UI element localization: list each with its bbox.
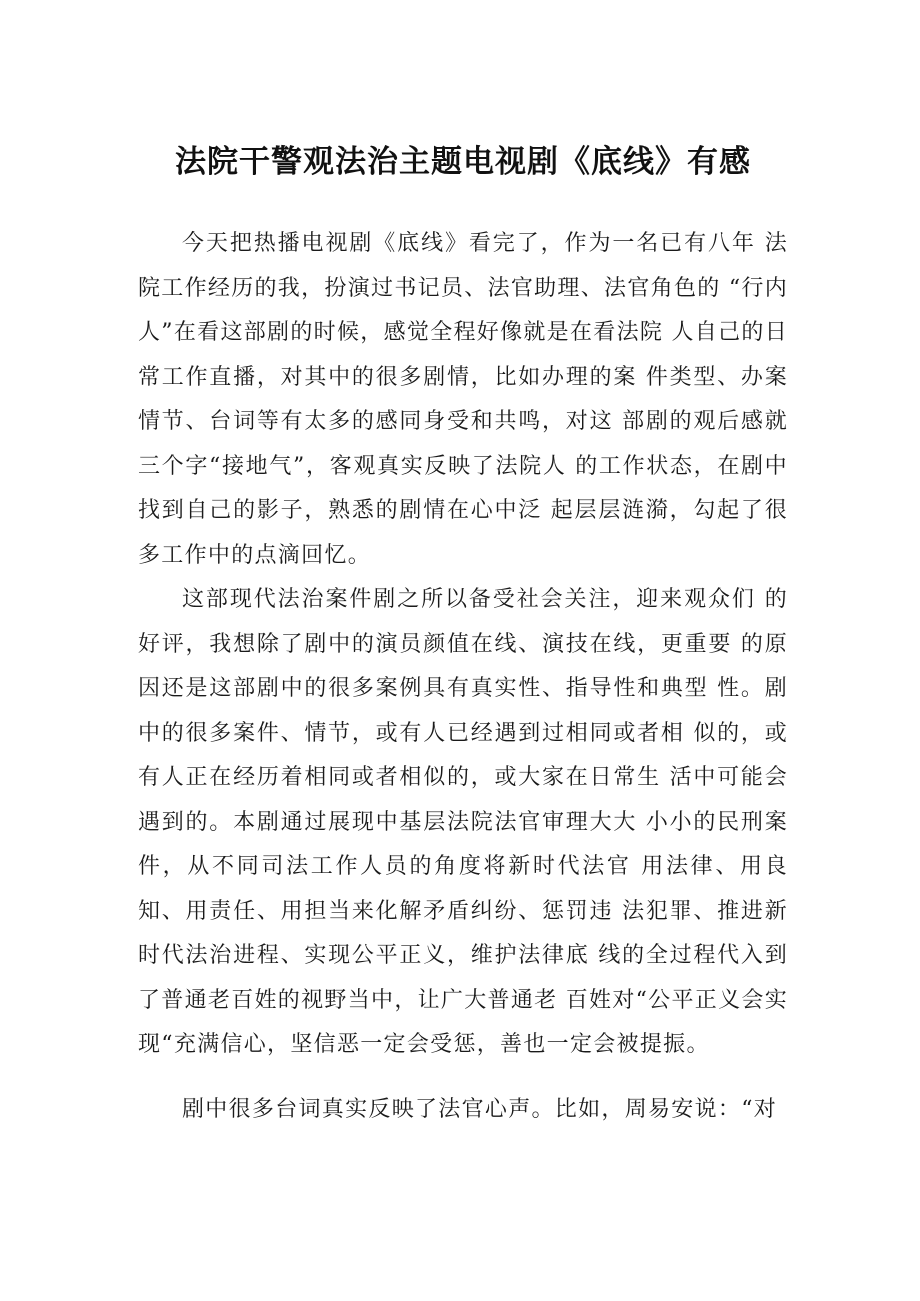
paragraph-2: 这部现代法治案件剧之所以备受社会关注，迎来观众们 的好评，我想除了剧中的演员颜值在线、演技在线，更重要 的原因还是这部剧中的很多案例具有真实性、指导性和典型 性。剧中的很多案件、情节，或有人已经遇到过相同或者相 似的，或有人正在经历着相同或者相似的，或大家在日常生 活中可能会遇到的。本剧通过展现中基层法院法官审理大大 小小的民刑案件，从不同司法工作人员的角度将新时代法官 用法律、用良知、用责任、用担当来化解矛盾纠纷、惩罚违 法犯罪、推进新时代法治进程、实现公平正义，维护法律底 线的全过程代入到了普通老百姓的视野当中，让广大普通老 百姓对“公平正义会实现“充满信心，坚信恶一定会受惩，善也一定会被提振。 xyxy=(138,587,788,1057)
document-title: 法院干警观法治主题电视剧《底线》有感 xyxy=(175,144,751,180)
paragraph-3: 剧中很多台词真实反映了法官心声。比如，周易安说：“对 xyxy=(182,1096,778,1122)
document-body xyxy=(138,222,788,1132)
paragraph-1: 今天把热播电视剧《底线》看完了，作为一名已有八年 法院工作经历的我，扮演过书记员、法官助理、法官角色的 “行内人”在看这部剧的时候，感觉全程好像就是在看法院 人自己的日常工作直播，对其中的很多剧情，比如办理的案 件类型、办案情节、台词等有太多的感同身受和共鸣，对这 部剧的观后感就三个字“接地气”，客观真实反映了法院人 的工作状态，在剧中找到自己的影子，熟悉的剧情在心中泛 起层层涟漪，勾起了很多工作中的点滴回忆。 xyxy=(138,231,788,568)
